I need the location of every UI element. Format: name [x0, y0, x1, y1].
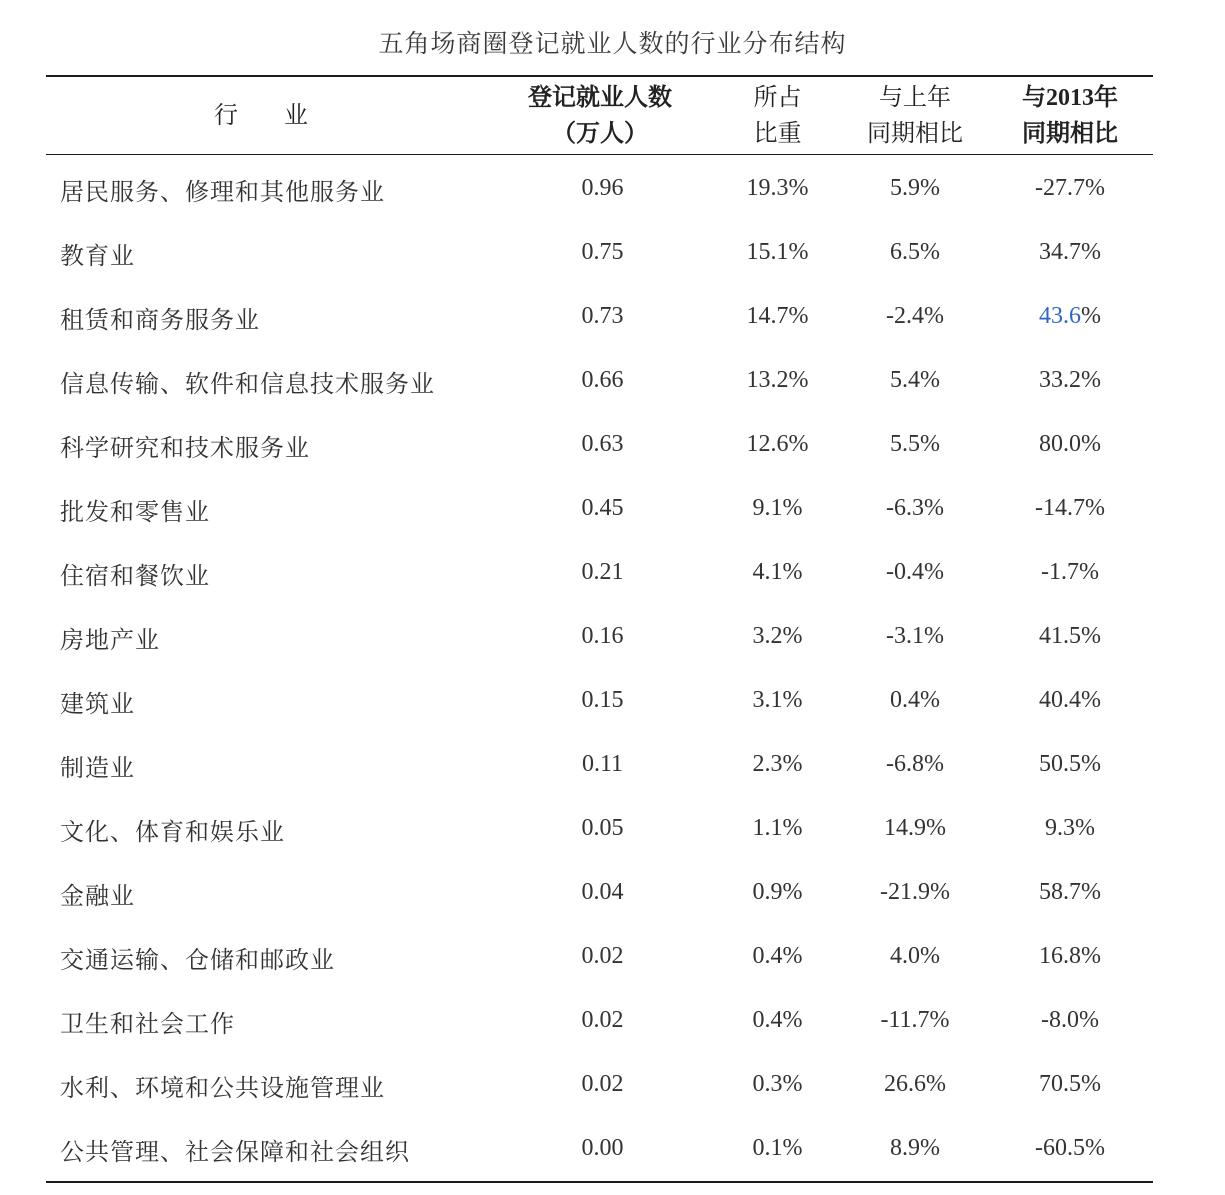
header-vs-2013 — [990, 80, 1150, 152]
vs2013-cell: 16.8% — [1039, 943, 1101, 969]
table-row — [0, 990, 1225, 1054]
count-cell: 0.05 — [581, 815, 624, 841]
vs2013-highlight: 43.6 — [1039, 303, 1081, 329]
count-cell: 0.16 — [581, 623, 624, 649]
count-cell: 0.00 — [581, 1135, 624, 1161]
yoy-cell: 0.4% — [890, 687, 940, 713]
vs2013-cell: 40.4% — [1039, 687, 1101, 713]
header-vs2013-line1: 与2013年 — [1022, 85, 1118, 111]
industry-cell: 租赁和商务服务业 — [60, 308, 260, 334]
vs2013-cell: 70.5% — [1039, 1071, 1101, 1097]
yoy-cell: -3.1% — [886, 623, 944, 649]
count-cell: 0.63 — [581, 431, 624, 457]
share-cell: 0.9% — [752, 879, 803, 905]
industry-cell: 交通运输、仓储和邮政业 — [60, 948, 335, 974]
vs2013-cell: -27.7% — [1035, 175, 1105, 201]
table-body — [0, 158, 1225, 1182]
share-cell: 4.1% — [752, 559, 803, 585]
count-cell: 0.02 — [581, 1007, 624, 1033]
yoy-cell: 14.9% — [884, 815, 946, 841]
share-cell: 13.2% — [746, 367, 809, 393]
vs2013-cell: 9.3% — [1045, 815, 1095, 841]
count-cell: 0.15 — [581, 687, 624, 713]
share-cell: 15.1% — [746, 239, 809, 265]
table-row — [0, 926, 1225, 990]
header-rule — [46, 154, 1153, 155]
count-cell: 0.66 — [581, 367, 624, 393]
yoy-cell: 6.5% — [890, 239, 940, 265]
header-vs2013-line2: 同期相比 — [1022, 121, 1118, 147]
share-cell: 3.2% — [752, 623, 803, 649]
industry-cell: 公共管理、社会保障和社会组织 — [60, 1140, 410, 1166]
vs2013-cell: 80.0% — [1039, 431, 1101, 457]
header-yoy-line1: 与上年 — [879, 85, 951, 111]
share-cell: 12.6% — [746, 431, 809, 457]
share-cell: 9.1% — [752, 495, 803, 521]
industry-cell: 金融业 — [60, 884, 135, 910]
industry-cell: 卫生和社会工作 — [60, 1012, 235, 1038]
industry-cell: 信息传输、软件和信息技术服务业 — [60, 372, 435, 398]
industry-cell: 批发和零售业 — [60, 500, 210, 526]
header-industry-label: 行 业 — [214, 103, 328, 129]
yoy-cell: 5.5% — [890, 431, 940, 457]
table-row — [0, 1118, 1225, 1182]
table-row — [0, 158, 1225, 222]
vs2013-cell: 41.5% — [1039, 623, 1101, 649]
share-cell: 0.1% — [752, 1135, 803, 1161]
vs2013-cell — [990, 303, 1150, 330]
header-share-line2: 比重 — [753, 121, 802, 147]
vs2013-cell: 50.5% — [1039, 751, 1101, 777]
yoy-cell: 8.9% — [890, 1135, 940, 1161]
yoy-cell: 5.9% — [890, 175, 940, 201]
count-cell: 0.75 — [581, 239, 624, 265]
vs2013-cell: 33.2% — [1039, 367, 1101, 393]
header-employment-count — [500, 80, 700, 152]
industry-cell: 科学研究和技术服务业 — [60, 436, 310, 462]
table-row — [0, 1054, 1225, 1118]
vs2013-cell: -60.5% — [1035, 1135, 1105, 1161]
share-cell: 1.1% — [752, 815, 803, 841]
table-title: 五角场商圈登记就业人数的行业分布结构 — [378, 31, 847, 58]
table-row — [0, 862, 1225, 926]
top-rule — [46, 75, 1153, 77]
share-cell: 3.1% — [752, 687, 803, 713]
industry-cell: 房地产业 — [60, 628, 160, 654]
header-year-over-year — [850, 80, 980, 152]
vs2013-cell: -1.7% — [1041, 559, 1099, 585]
bottom-rule — [46, 1181, 1153, 1183]
industry-cell: 文化、体育和娱乐业 — [60, 820, 285, 846]
header-count-line1: 登记就业人数 — [528, 85, 672, 111]
header-yoy-line2: 同期相比 — [867, 121, 963, 147]
table-row — [0, 286, 1225, 350]
share-cell: 19.3% — [746, 175, 809, 201]
table-row — [0, 542, 1225, 606]
vs2013-cell: 58.7% — [1039, 879, 1101, 905]
count-cell: 0.02 — [581, 943, 624, 969]
yoy-cell: -21.9% — [880, 879, 950, 905]
industry-cell: 教育业 — [60, 244, 135, 270]
industry-cell: 制造业 — [60, 756, 135, 782]
header-share-line1: 所占 — [753, 85, 802, 111]
header-count-line2: （万人） — [552, 121, 648, 147]
yoy-cell: 4.0% — [890, 943, 940, 969]
industry-cell: 建筑业 — [60, 692, 135, 718]
yoy-cell: -0.4% — [886, 559, 944, 585]
yoy-cell: 26.6% — [884, 1071, 946, 1097]
count-cell: 0.11 — [581, 751, 624, 777]
share-cell: 0.3% — [752, 1071, 803, 1097]
table-row — [0, 670, 1225, 734]
count-cell: 0.04 — [581, 879, 624, 905]
yoy-cell: -6.3% — [886, 495, 944, 521]
count-cell: 0.73 — [581, 303, 624, 329]
table-row — [0, 478, 1225, 542]
table-row — [0, 350, 1225, 414]
count-cell: 0.02 — [581, 1071, 624, 1097]
vs2013-suffix: % — [1081, 303, 1101, 329]
industry-cell: 住宿和餐饮业 — [60, 564, 210, 590]
header-share — [715, 80, 840, 152]
header-industry — [46, 80, 476, 152]
table-row — [0, 606, 1225, 670]
table-row — [0, 798, 1225, 862]
yoy-cell: 5.4% — [890, 367, 940, 393]
share-cell: 2.3% — [752, 751, 803, 777]
share-cell: 0.4% — [752, 943, 803, 969]
industry-cell: 居民服务、修理和其他服务业 — [60, 180, 385, 206]
count-cell: 0.45 — [581, 495, 624, 521]
yoy-cell: -2.4% — [886, 303, 944, 329]
yoy-cell: -11.7% — [880, 1007, 950, 1033]
yoy-cell: -6.8% — [886, 751, 944, 777]
vs2013-cell: 34.7% — [1039, 239, 1101, 265]
vs2013-cell: -14.7% — [1035, 495, 1105, 521]
table-row — [0, 222, 1225, 286]
industry-cell: 水利、环境和公共设施管理业 — [60, 1076, 385, 1102]
count-cell: 0.96 — [581, 175, 624, 201]
share-cell: 14.7% — [746, 303, 809, 329]
share-cell: 0.4% — [752, 1007, 803, 1033]
count-cell: 0.21 — [581, 559, 624, 585]
table-row — [0, 734, 1225, 798]
table-row — [0, 414, 1225, 478]
vs2013-cell: -8.0% — [1041, 1007, 1099, 1033]
